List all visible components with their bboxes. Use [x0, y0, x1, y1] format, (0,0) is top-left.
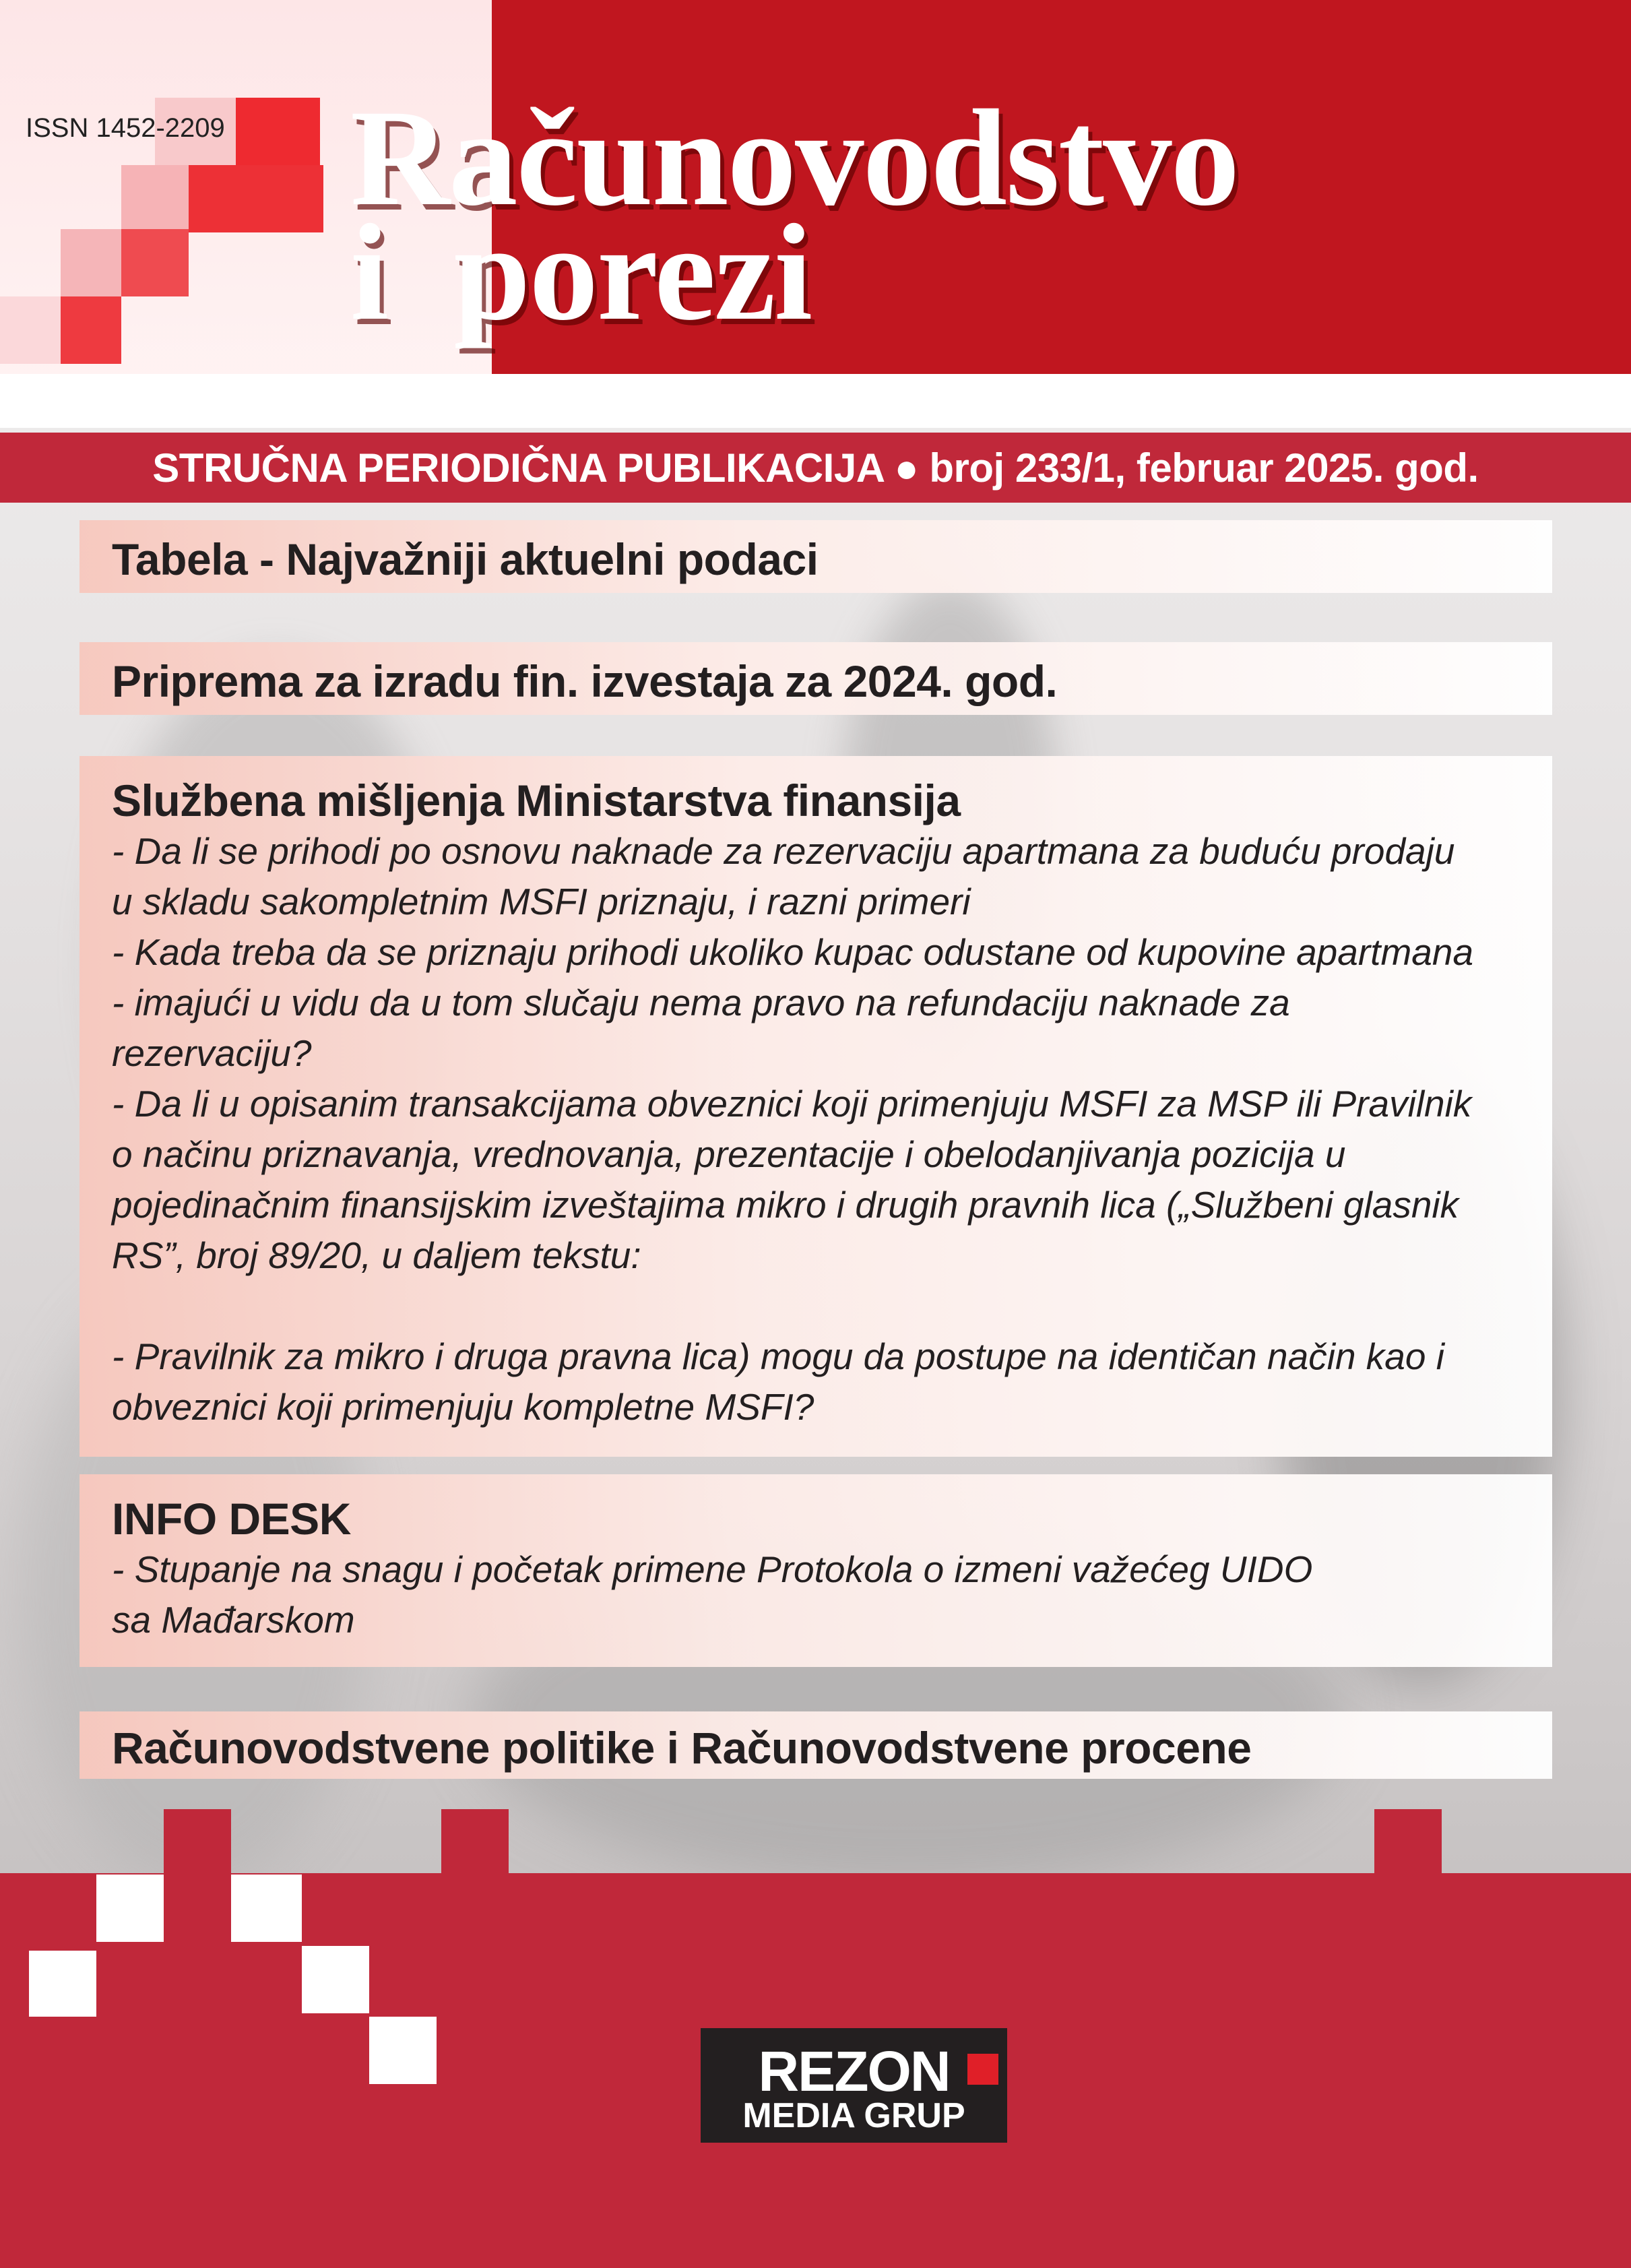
section-heading: Računovodstvene politike i Računovodstvene procene: [112, 1723, 1252, 1773]
body-line: o načinu priznavanja, vrednovanja, prezentacije i obelodanjivanja pozicija u: [112, 1133, 1346, 1175]
rezon-media-grup-logo: [701, 2028, 1007, 2143]
body-line: obveznici koji primenjuju kompletne MSFI?: [112, 1386, 814, 1428]
body-line: - Kada treba da se priznaju prihodi ukoliko kupac odustane od kupovine apartmana: [112, 931, 1474, 973]
decor-square: [96, 1875, 164, 1942]
decor-square: [231, 1875, 302, 1942]
logo-red-square: [967, 2054, 998, 2085]
decor-square: [1374, 1809, 1442, 1875]
decor-square: [61, 296, 121, 364]
body-line: - Da li se prihodi po osnovu naknade za rezervaciju apartmana za buduću prodaju: [112, 830, 1455, 872]
section-heading: Priprema za izradu fin. izvestaja za 2024. god.: [112, 656, 1058, 706]
section-body: [112, 1544, 1552, 1645]
body-line: pojedinačnim finansijskim izveštajima mikro i drugih pravnih lica („Službeni glasnik: [112, 1184, 1459, 1226]
section-priprema: [79, 642, 1552, 715]
section-racunovodstvene-politike: [79, 1711, 1552, 1779]
logo-text-rezon: REZON: [758, 2040, 950, 2103]
title-line-2: i porezi: [350, 196, 812, 349]
section-heading: Službena mišljenja Ministarstva finansija: [112, 776, 961, 825]
decor-square: [189, 165, 323, 232]
body-line: u skladu sakompletnim MSFI priznaju, i razni primeri: [112, 881, 971, 922]
decor-square: [369, 2017, 437, 2084]
issn-number: ISSN 1452-2209: [26, 113, 225, 143]
subtitle-bar: [0, 433, 1631, 503]
logo-text-media-grup: MEDIA GRUP: [742, 2096, 965, 2135]
blank-line: [112, 1281, 1552, 1331]
publication-title: [350, 82, 1239, 349]
section-sluzbena-misljenja: [79, 756, 1552, 1457]
decor-square: [29, 1951, 96, 2017]
decor-square: [164, 1809, 231, 1875]
body-line: - Stupanje na snagu i početak primene Protokola o izmeni važećeg UIDO: [112, 1548, 1313, 1590]
header-divider: [0, 374, 1631, 428]
decor-square: [441, 1809, 509, 1875]
body-line: - imajući u vidu da u tom slučaju nema pravo na refundaciju naknade za: [112, 982, 1290, 1023]
body-line: sa Mađarskom: [112, 1599, 355, 1641]
section-info-desk: [79, 1474, 1552, 1667]
body-line: - Pravilnik za mikro i druga pravna lica) mogu da postupe na identičan način kao i: [112, 1335, 1444, 1377]
decor-square: [0, 296, 61, 364]
decor-square: [121, 229, 189, 296]
issue-subtitle: STRUČNA PERIODIČNA PUBLIKACIJA ● broj 233/1, februar 2025. god.: [152, 445, 1479, 491]
section-tabela: [79, 520, 1552, 593]
body-line: - Da li u opisanim transakcijama obveznici koji primenjuju MSFI za MSP ili Pravilnik: [112, 1083, 1472, 1125]
decor-square: [302, 1946, 369, 2013]
section-heading: INFO DESK: [112, 1494, 351, 1544]
title-line-1: Računovodstvo: [350, 82, 1239, 234]
body-line: rezervaciju?: [112, 1032, 312, 1074]
decor-square: [121, 165, 189, 232]
body-line: RS”, broj 89/20, u daljem tekstu:: [112, 1234, 641, 1276]
section-body: [112, 826, 1552, 1432]
section-heading: Tabela - Najvažniji aktuelni podaci: [112, 534, 819, 584]
